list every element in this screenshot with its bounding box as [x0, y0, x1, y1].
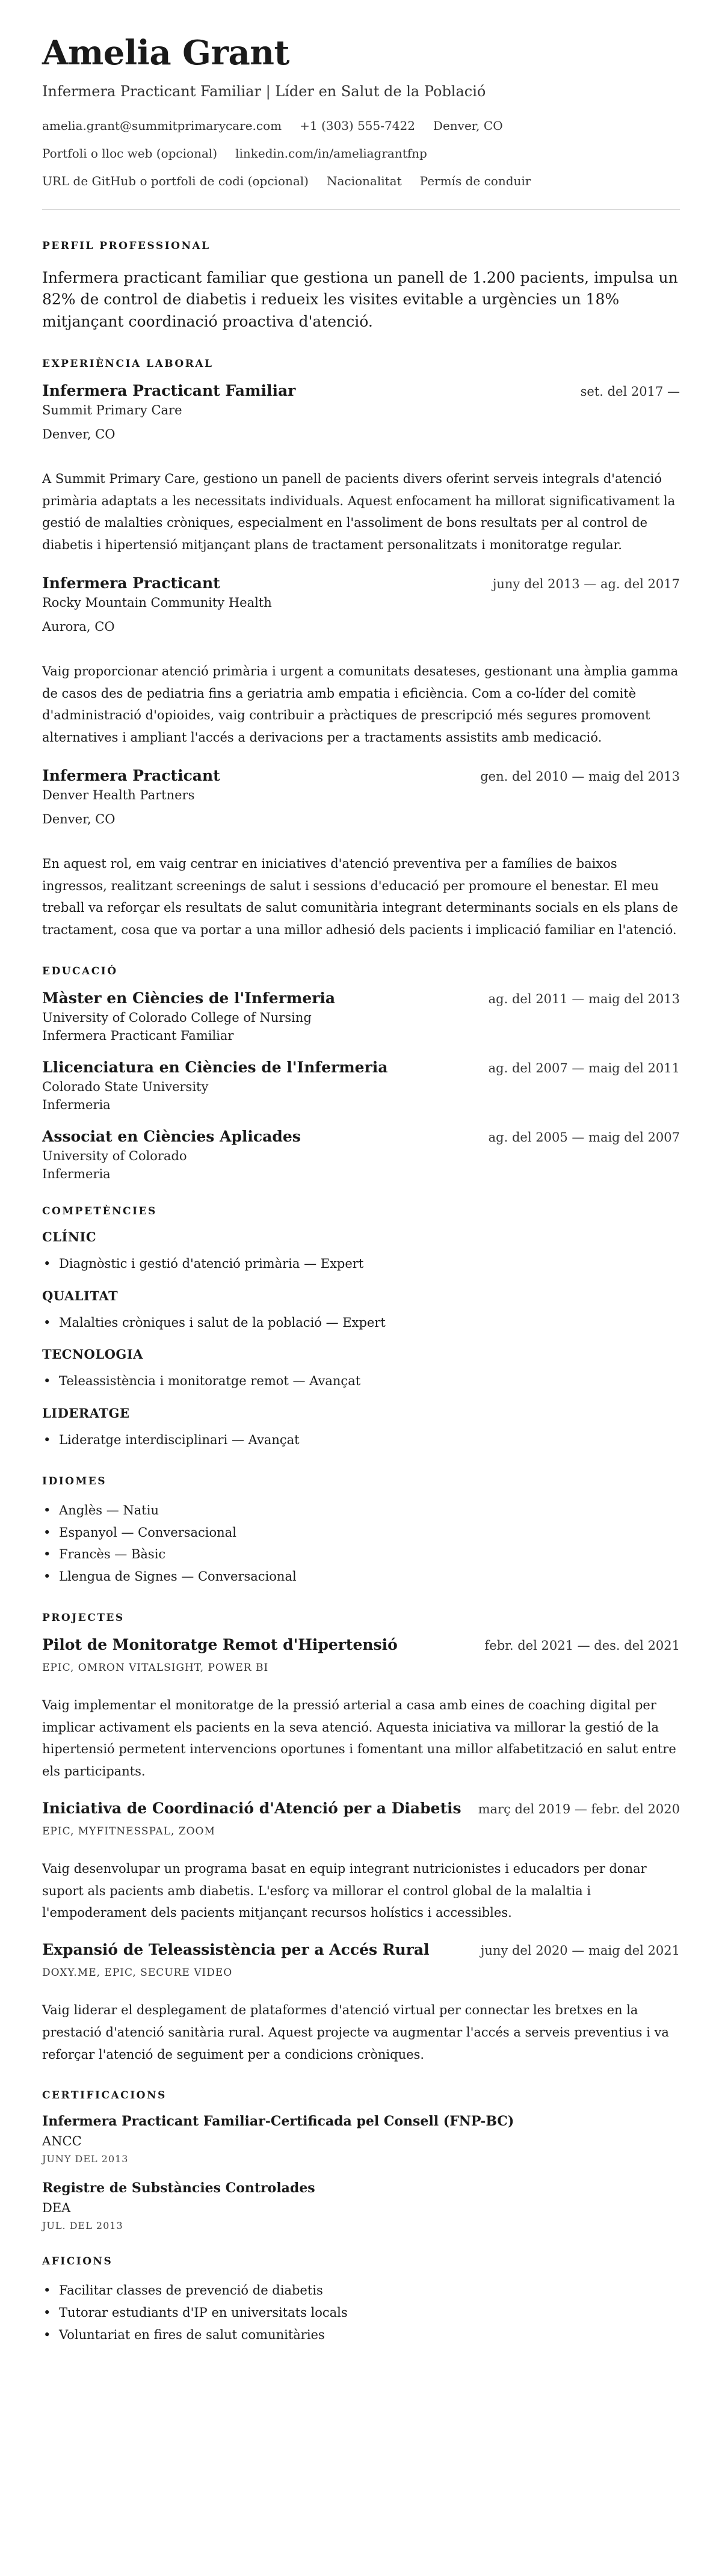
projects-section: [42, 1612, 680, 2066]
job-company: Denver Health Partners: [42, 787, 195, 802]
languages-section: [42, 1475, 680, 1588]
project-item: [42, 1941, 680, 2065]
contact-linkedin[interactable]: linkedin.com/in/ameliagrantfnp: [235, 146, 427, 161]
project-dates: juny del 2020 — maig del 2021: [480, 1943, 680, 1958]
project-name: Expansió de Teleassistència per a Accés Rural: [42, 1941, 430, 1958]
job-description: A Summit Primary Care, gestiono un panell de pacients divers oferint serveis integrals d'atenció primària adaptats a les necessitats individuals. Aquest enfocament ha millorat significativament la gestió de malalties cròniques, especialment en l'assoliment de bons resultats per al control de diabetis i hipertensió mitjançant plans de tractament personalitzats i monitoratge regular.: [42, 471, 676, 552]
degree-field: Infermeria: [42, 1097, 111, 1112]
job-dates: juny del 2013 — ag. del 2017: [492, 576, 680, 591]
candidate-headline: Infermera Practicant Familiar | Líder en Salut de la Població: [42, 83, 486, 100]
hobbies-list: [42, 2279, 680, 2346]
skill-item: • Teleassistència i monitoratge remot — Avançat: [42, 1370, 680, 1392]
hobbies-heading: AFICIONS: [42, 2255, 113, 2268]
project-item: [42, 1800, 680, 1924]
job-company: Summit Primary Care: [42, 402, 182, 417]
job-description: En aquest rol, em vaig centrar en iniciatives d'atenció preventiva per a famílies de baixos ingressos, realitzant screenings de salut i sessions d'educació per promoure el benestar. El meu treball va reforçar els resultats de salut comunitària integrant determinants socials en els plans de tractament, cosa que va portar a una millor adhesió dels pacients i implicació familiar en l'atenció.: [42, 856, 679, 937]
education-item: [42, 1059, 680, 1112]
contact-github[interactable]: URL de GitHub o portfoli de codi (opcional): [42, 174, 309, 188]
contact-driving-license: Permís de conduir: [419, 174, 531, 188]
project-tech: EPIC, OMRON VITALSIGHT, POWER BI: [42, 1661, 269, 1674]
candidate-name: Amelia Grant: [42, 33, 289, 73]
summary-section: [42, 240, 680, 333]
project-description: Vaig implementar el monitoratge de la pressió arterial a casa amb eines de coaching digital per implicar activament els pacients en la seva atenció. Aquesta iniciativa va millorar la gestió de la hipertensió permetent intervencions oportunes i fomentant una millor alfabetització en salut entre els participants.: [42, 1697, 676, 1778]
project-dates: febr. del 2021 — des. del 2021: [484, 1638, 680, 1653]
contact-portfolio[interactable]: Portfoli o lloc web (opcional): [42, 146, 218, 161]
job-location: Denver, CO: [42, 426, 116, 441]
project-description: Vaig liderar el desplegament de plataformes d'atenció virtual per connectar les bretxes en la prestació d'atenció sanitària rural. Aquest projecte va augmentar l'accés a serveis preventius i va reforçar l'atenció de seguiment per a condicions cròniques.: [42, 2003, 669, 2062]
skill-item: • Lideratge interdisciplinari — Avançat: [42, 1429, 680, 1451]
project-item: [42, 1636, 680, 1783]
hobby-item: • Tutorar estudiants d'IP en universitats locals: [42, 2302, 680, 2324]
certifications-section: [42, 2089, 680, 2231]
projects-heading: PROJECTES: [42, 1611, 125, 1624]
language-item: • Llengua de Signes — Conversacional: [42, 1566, 680, 1588]
project-tech: DOXY.ME, EPIC, SECURE VIDEO: [42, 1967, 233, 1979]
school-name: University of Colorado: [42, 1148, 187, 1163]
skill-category: LIDERATGE: [42, 1406, 130, 1421]
languages-heading: IDIOMES: [42, 1475, 107, 1487]
job-description: Vaig proporcionar atenció primària i urgent a comunitats desateses, gestionant una àmplia gamma de casos des de pediatria fins a geriatria amb empatia i eficiència. Com a co-líder del comitè d'administració d'opioides, vaig contribuir a pràctiques de prescripció més segures promovent alternatives i ampliant l'accés a derivacions per a tractaments assistits amb medicació.: [42, 663, 679, 745]
degree-title: Llicenciatura en Ciències de l'Infermeria: [42, 1058, 388, 1076]
header-divider: [42, 209, 680, 210]
project-dates: març del 2019 — febr. del 2020: [478, 1801, 680, 1816]
job-company: Rocky Mountain Community Health: [42, 595, 272, 610]
certification-issuer: DEA: [42, 2201, 71, 2216]
certifications-heading: CERTIFICACIONS: [42, 2089, 167, 2102]
hobby-item: • Voluntariat en fires de salut comunitàries: [42, 2324, 680, 2346]
skill-item: • Malalties cròniques i salut de la població — Expert: [42, 1312, 680, 1334]
degree-dates: ag. del 2005 — maig del 2007: [488, 1130, 680, 1145]
contact-row-primary: [42, 118, 680, 134]
job-dates: set. del 2017 —: [580, 384, 680, 399]
certification-item: [42, 2113, 680, 2165]
contact-location: Denver, CO: [433, 118, 503, 133]
skills-section: [42, 1205, 680, 1451]
summary-text: Infermera practicant familiar que gestiona un panell de 1.200 pacients, impulsa un 82% de control de diabetis i redueix les visites evitable a urgències un 18% mitjançant coordinació proactiva d'atenció.: [42, 269, 678, 330]
degree-dates: ag. del 2011 — maig del 2013: [488, 991, 680, 1006]
skill-group: [42, 1288, 680, 1334]
degree-dates: ag. del 2007 — maig del 2011: [488, 1060, 680, 1075]
certification-date: JUL. DEL 2013: [42, 2220, 123, 2232]
hobbies-section: [42, 2255, 680, 2346]
contact-row-links: [42, 146, 680, 161]
contact-nationality: Nacionalitat: [326, 174, 402, 188]
contact-row-extra: [42, 173, 680, 189]
education-section: [42, 965, 680, 1181]
language-item: • Anglès — Natiu: [42, 1499, 680, 1522]
summary-heading: PERFIL PROFESSIONAL: [42, 240, 211, 252]
school-name: University of Colorado College of Nursing: [42, 1010, 312, 1025]
project-tech: EPIC, MYFITNESSPAL, ZOOM: [42, 1825, 215, 1837]
school-name: Colorado State University: [42, 1079, 209, 1094]
skill-item: • Diagnòstic i gestió d'atenció primària — Expert: [42, 1253, 680, 1275]
language-item: • Francès — Bàsic: [42, 1543, 680, 1566]
job-location: Denver, CO: [42, 811, 116, 826]
experience-item: [42, 767, 680, 941]
language-item: • Espanyol — Conversacional: [42, 1522, 680, 1544]
experience-item: [42, 382, 680, 556]
skills-heading: COMPETÈNCIES: [42, 1205, 157, 1217]
hobby-item: • Facilitar classes de prevenció de diabetis: [42, 2279, 680, 2302]
skill-category: TECNOLOGIA: [42, 1347, 143, 1362]
education-item: [42, 1128, 680, 1181]
certification-name: Infermera Practicant Familiar-Certificada pel Consell (FNP-BC): [42, 2113, 514, 2130]
degree-field: Infermeria: [42, 1166, 111, 1181]
job-dates: gen. del 2010 — maig del 2013: [480, 769, 680, 784]
contact-email[interactable]: amelia.grant@summitprimarycare.com: [42, 118, 282, 133]
skill-group: [42, 1347, 680, 1392]
resume-header: [42, 33, 680, 189]
languages-list: [42, 1499, 680, 1588]
job-title: Infermera Practicant: [42, 766, 220, 784]
job-title: Infermera Practicant: [42, 574, 220, 592]
education-heading: EDUCACIÓ: [42, 965, 118, 977]
experience-heading: EXPERIÈNCIA LABORAL: [42, 357, 214, 370]
project-name: Iniciativa de Coordinació d'Atenció per a Diabetis: [42, 1799, 461, 1817]
experience-item: [42, 574, 680, 749]
certification-item: [42, 2180, 680, 2231]
certification-date: JUNY DEL 2013: [42, 2153, 129, 2165]
skill-group: [42, 1229, 680, 1275]
skill-category: CLÍNIC: [42, 1229, 97, 1244]
experience-section: [42, 358, 680, 941]
project-description: Vaig desenvolupar un programa basat en equip integrant nutricionistes i educadors per donar suport als pacients amb diabetis. L'esforç va millorar el control global de la malaltia i l'empoderament dels pacients mitjançant recursos holístics i accessibles.: [42, 1861, 647, 1920]
job-location: Aurora, CO: [42, 619, 115, 634]
contact-phone[interactable]: +1 (303) 555-7422: [300, 118, 415, 133]
degree-title: Associat en Ciències Aplicades: [42, 1127, 301, 1145]
degree-field: Infermera Practicant Familiar: [42, 1028, 234, 1043]
education-item: [42, 989, 680, 1043]
degree-title: Màster en Ciències de l'Infermeria: [42, 989, 336, 1007]
certification-name: Registre de Substàncies Controlades: [42, 2180, 315, 2196]
skill-group: [42, 1406, 680, 1451]
job-title: Infermera Practicant Familiar: [42, 381, 296, 399]
certification-issuer: ANCC: [42, 2134, 82, 2149]
skill-category: QUALITAT: [42, 1288, 119, 1303]
project-name: Pilot de Monitoratge Remot d'Hipertensió: [42, 1635, 398, 1653]
